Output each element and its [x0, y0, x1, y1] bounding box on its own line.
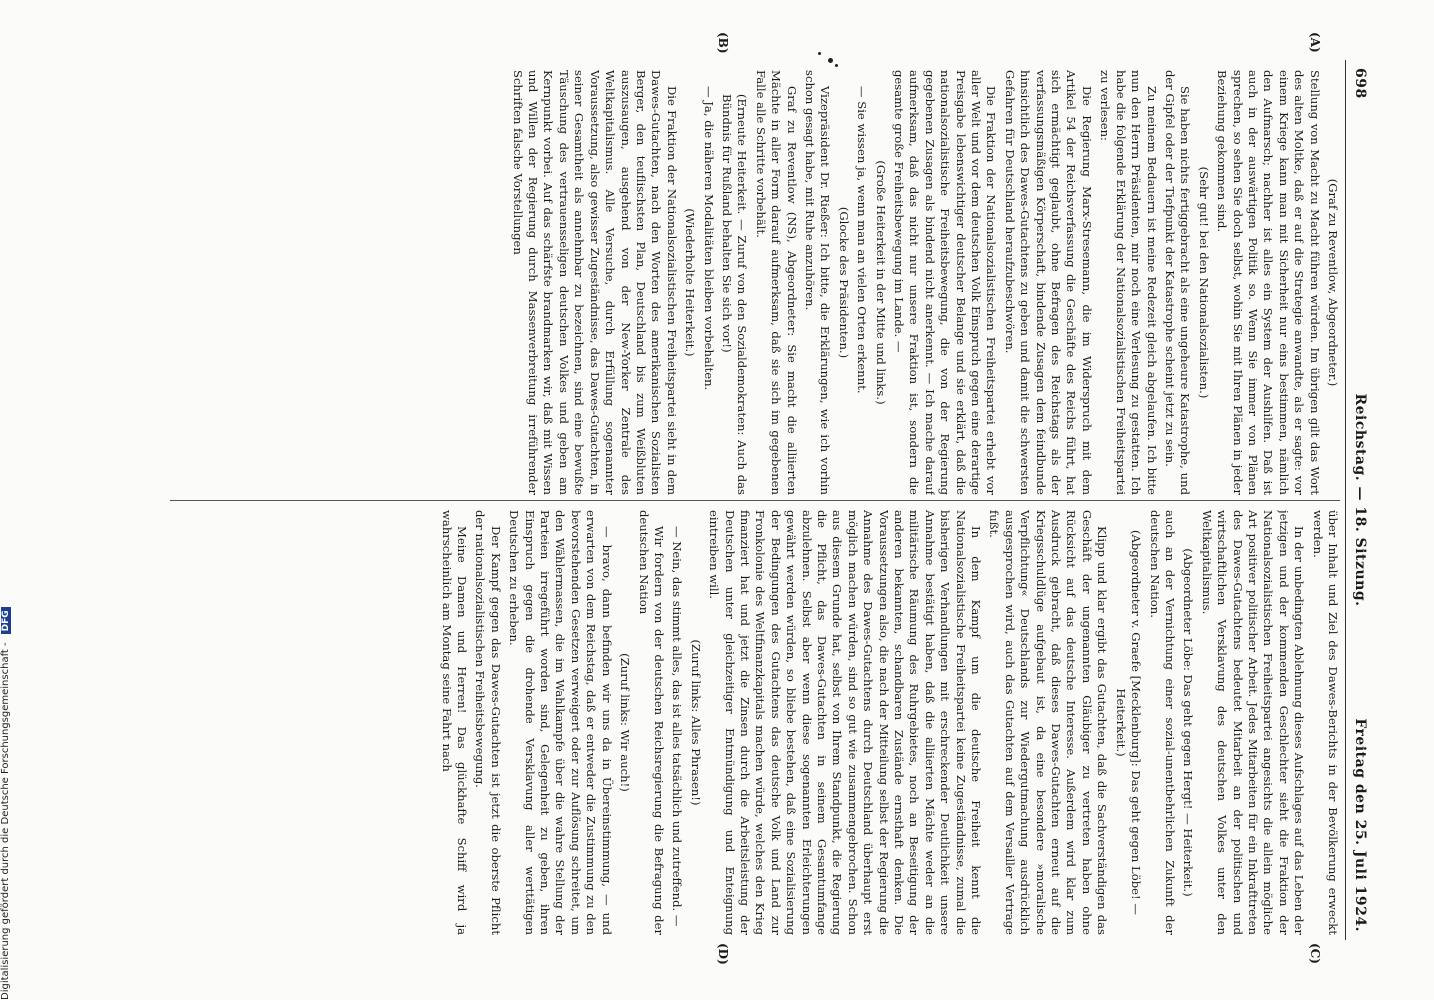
paragraph: Der Kampf gegen das Dawes-Gutachten ist jetzt die oberste Pflicht der nationalsozialistischen Freiheitsbewegung.: [473, 510, 503, 935]
interjection: (Wiederholte Heiterkeit.): [683, 208, 698, 357]
paragraph: Vizepräsident Dr. Rießer: Ich bitte, die Erklärungen, wie ich vorhin schon gesagt habe, mit Ruhe anzuhören.: [803, 70, 833, 495]
paragraph: Sie haben nichts fertiggebracht als eine ungeheure Katastrophe, und der Gipfel oder der Tiefpunkt der Katastrophe scheint jetzt zu sein.: [1162, 70, 1193, 495]
interjection: (Abgeordneter Löbe: Das geht gegen Hergt! — Heiterkeit.): [1181, 548, 1196, 897]
dfg-logo: DFG: [1, 607, 11, 634]
paragraph: Klipp und klar ergibt das Gutachten, daß die Sachverständigen das Geschäft der ungenannten Gläubiger zu vertreten haben ohne Rücksicht auf das deutsche Interesse. Außerdem wird klar zum Ausdruck gebracht, daß dieses Dawes-Gutachten erneut auf die Kriegsschuldlüge aufgebaut ist, da eine besondere »moralische Verpflichtung« Deutschlands zur Wiedergutmachung ausdrücklich ausgesprochen wird, auch das Gutachten auf dem Versailler Vertrage fußt.: [987, 510, 1110, 935]
margin-mark-a: (A): [1308, 32, 1322, 53]
interjection: (Zuruf links: Alles Phrasen!): [688, 639, 703, 806]
page-title: Reichstag. — 18. Sitzung.: [1352, 393, 1368, 607]
paragraph: In der unbedingten Ablehnung dieses Aufschlages auf das Leben der jetzigen und der kommenden Geschlechter sieht die Fraktion der Nationalsozialistischen Freiheitspartei angesichts die allein mögliche Art positiver politischer Arbeit. Jedes Mitarbeiten für ein Inkrafttreten des Dawes-Gutachtens bedeutet Mitarbeit an der politischen und wirtschaftlichen Versklavung des deutschen Volkes unter den Weltkapitalismus.: [1199, 510, 1307, 935]
document-page: [140, 32, 1370, 965]
credit-text: Digitalisierung gefördert durch die Deutsche Forschungsgemeinschaft -: [0, 642, 11, 1000]
digitization-credit: [0, 0, 16, 1000]
paragraph: — Sie wissen ja, wenn man an vielen Orten erkennt.: [855, 86, 870, 394]
page-number: 698: [1352, 68, 1368, 99]
paragraph: — Ja, die näheren Modalitäten bleiben vorbehalten.: [701, 86, 716, 391]
paragraph: über Inhalt und Ziel des Dawes-Berichts in der Bevölkerung erweckt werden.: [1310, 510, 1340, 935]
interjection: (Große Heiterkeit in der Mitte und links.): [873, 160, 888, 405]
interjection: (Zuruf links: Wir auch!): [618, 653, 633, 792]
margin-mark-b: (B): [716, 32, 730, 54]
paragraph: — Nein, das stimmt alles, das ist alles tatsächlich und zutreffend. —: [670, 526, 685, 927]
paragraph: Wir fordern von der deutschen Reichsregierung die Befragung der deutschen Nation: [636, 510, 666, 935]
paragraph: Die Fraktion der Nationalsozialistischen Freiheitspartei erhebt vor aller Welt und vor dem deutschen Volk Einspruch gegen eine derartige Preisgabe lebenswichtiger deutscher Belange und sie erklärt, daß die nationalsozialistische Freiheitsbewegung, die von der Regierung gegebenen Zusagen als bindend nicht anerkennt. — Ich mache darauf aufmerksam, daß das nicht nur unsere Fraktion ist, sondern die gesamte große Freiheitsbewegung im Lande. —: [892, 70, 999, 495]
paragraph: Meine Damen und Herren! Das glückhafte Schiff wird ja wahrscheinlich am Montag seine Fahrt nach: [439, 510, 470, 935]
interjection: (Abgeordneter v. Graefe [Mecklenburg]: Das geht gegen Löbe! — Heiterkeit.): [1113, 530, 1144, 915]
column-divider: [170, 500, 1340, 501]
paragraph: auch an der Vernichtung einer sozial-unentbehrlichen Zukunft der deutschen Nation.: [1147, 510, 1177, 935]
page-date: Freitag den 25. Juli 1924.: [1352, 718, 1368, 932]
interjection: (Sehr gut! bei den Nationalsozialisten.): [1196, 166, 1211, 399]
paragraph: Graf zu Reventlow (NS), Abgeordneter: Sie macht die alliierten Mächte in aller Form darauf aufmerksam, daß sie sich im gegebenen Falle alle Schritte vorbehält.: [753, 70, 799, 495]
margin-mark-c: (C): [1308, 943, 1322, 964]
right-column: [160, 510, 1340, 935]
paragraph: Zu meinem Bedauern ist meine Redezeit gleich abgelaufen. Ich bitte nun den Herrn Präsidenten, mir noch eine Verlesung zu gestatten. Ich habe die folgende Erklärung der Nationalsozialistischen Freiheitspartei zu verlesen:: [1098, 70, 1159, 495]
speaker-note: (Graf zu Reventlow, Abgeordneter.): [1326, 178, 1340, 387]
paragraph: Die Fraktion der Nationalsozialistischen Freiheitspartei sieht in dem Dawes-Gutachten, nach den Worten des amerikanischen Sozialisten Berger, den teuflischsten Plan, Deutschland bis zum Weißbluten auszusaugen, ausgehend von der New-Yorker Zentrale des Weltkapitalismus. Alle Versuche, durch Erfüllung sogenannter Voraussetzung, also gewisser Zugeständnisse, das Dawes-Gutachten, in seiner Gesamtheit als annehmbar zu bezeichnen, sind eine bewußte Täuschung des vertrauensseligen deutschen Volkes und geben am Kernpunkt vorbei. Auf das schärfste brandmarken wir, daß mit Wissen und Willen der Regierung durch Massenverbreitung irreführender Schriften falsche Vorstellungen: [510, 70, 679, 495]
margin-mark-d: (D): [716, 943, 730, 965]
paragraph: — bravo, dann befinden wir uns da in Übereinstimmung, — und erwarten von dem Reichstag, daß er entweder die Zustimmung zu den bevorstehenden Gesetzen verweigert oder zur Auflösung schreitet, um den Wählermassen, die im Wahlkampfe über die wahre Stellung der Parteien irregeführt worden sind, Gelegenheit zu geben, ihren Einspruch gegen die drohende Versklavung aller werttätigen Deutschen zu erheben.: [507, 510, 614, 935]
interjection: (Glocke des Präsidenten.): [836, 206, 851, 359]
paragraph: Stellung von Macht zu Macht führen würden. Im übrigen gilt das Wort des alten Moltke, daß er auf die Strategie anwandte, als er sagte: vor einem Kriege kann man mit Sicherheit nur eins bestimmen, nämlich den Aufmarsch; nachher ist alles ein System der Aushilfen. Daß ist auch in der auswärtigen Politik so. Wenn Sie immer von Plänen sprechen, so sehen Sie doch selbst, wohin Sie mit Ihren Plänen in jeder Beziehung gekommen sind.: [1215, 70, 1322, 495]
paragraph: Die Regierung Marx-Stresemann, die im Widerspruch mit dem Artikel 54 der Reichsverfassung die Geschäfte des Reichs führt, hat sich ermächtigt geglaubt, ohne Befragen des Reichstags als der verfassungsmäßigen Körperschaft, bindende Zusagen dem feindbunde hinsichtlich des Dawes-Gutachtens zu geben und damit die schwersten Gefahren für Deutschland heraufzubeschwören.: [1002, 70, 1094, 495]
paragraph: In dem Kampf um die deutsche Freiheit kennt die Nationalsozialistische Freiheitspartei keine Zugeständnisse, zumal die bisherigen Verhandlungen mit erschreckender Deutlichkeit unsere Annahme bestätigt haben, daß die alliierten Mächte weder an die militärische Räumung des Ruhrgebietes, noch an Beseitigung der anderen bekannten, schandbaren Zustände ernsthaft denken. Die Voraussetzungen also, die nach der Mitteilung selbst der Regierung die Annahme des Dawes-Gutachtens durch Deutschland überhaupt erst möglich machen würden, sind so gut wie zusammengebrochen. Schon aus diesem Grunde hat, selbst von Ihrem Standpunkt, die Regierung die Pflicht, das Dawes-Gutachten in seinem Gesamtumfange abzulehnen. Selbst aber wenn diese sogenannten Erleichterungen gewährt werden würden, so bliebe bestehen, daß eine Sozialisierung der Bedingungen des Gutachtens das deutsche Volk und Land zur Fronkolonie des Weltfinanzkapitals machen würde, welches den Krieg finanziert hat und jetzt die Zinsen durch die Arbeitsleistung der Deutschen unter gleichzeitiger Entmündigung und Enteignung eintreiben will.: [707, 510, 984, 935]
ink-speck: [818, 52, 821, 55]
interjection: (Erneute Heiterkeit. — Zuruf von den Sozialdemokraten: Auch das Bündnis für Rußland behalten Sie sich vor!): [719, 94, 750, 495]
left-column: [160, 70, 1340, 495]
page-header: [1345, 60, 1370, 940]
